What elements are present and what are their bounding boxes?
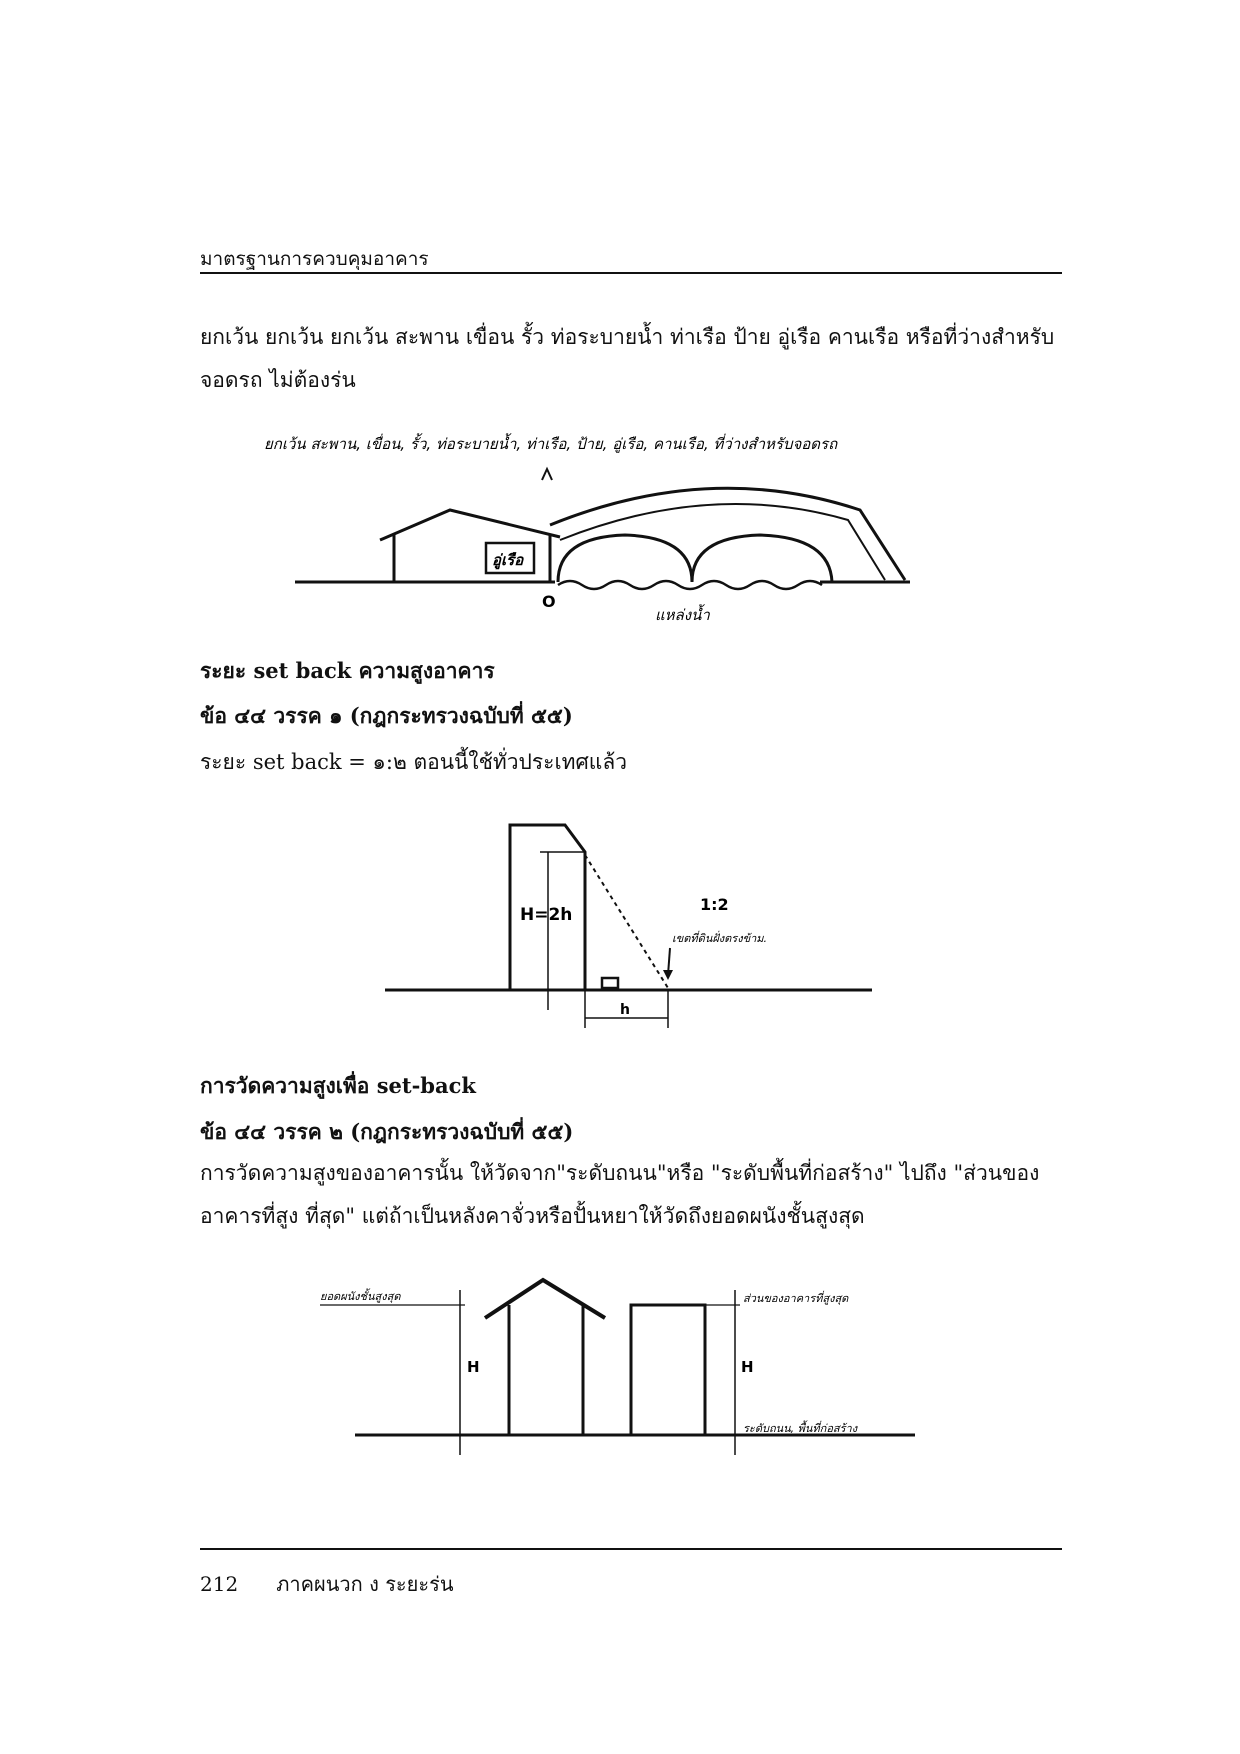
figure1-label-water: แหล่งน้ำ [655,606,710,624]
figure1-label-point: O [542,592,556,611]
running-header: มาตรฐานการควบคุมอาคาร [200,248,429,270]
figure2-car [602,978,618,988]
figure3-label-h-left: H [467,1358,480,1376]
figure3-label-wall-top: ยอดผนังชั้นสูงสุด [320,1290,401,1303]
figure1-house-roof [380,510,560,540]
figure3-gable-roof [485,1280,605,1318]
intro-paragraph [200,316,1080,402]
figure1-bridge-arch-right [692,535,832,582]
section1-text: ระยะ set back = ๑:๒ ตอนนี้ใช้ทั่วประเทศแล้ว [200,750,627,774]
figure-setback-ratio [380,810,880,1040]
section2-heading: การวัดความสูงเพื่อ set-back [200,1073,476,1098]
intro-line-1: ยกเว้น ยกเว้น ยกเว้น สะพาน เขื่อน รั้ว ท่อระบายน้ำ ท่าเรือ ป้าย อู่เรือ คานเรือ หรือที่ว่างสำหรับ [200,325,1055,349]
figure2-label-ratio: 1:2 [700,895,729,914]
figure-height-measurement [315,1250,955,1460]
figure2-arrow-head [663,970,673,980]
figure2-label-note: เขตที่ดินฝั่งตรงข้าม. [672,932,768,945]
section2-paragraph [200,1152,1080,1238]
section1-heading: ระยะ set back ความสูงอาคาร [200,658,495,683]
figure-exceptions [260,425,980,625]
section2-clause: ข้อ ๔๔ วรรค ๒ (กฎกระทรวงฉบับที่ ๕๕) [200,1119,574,1144]
section2-line-1: การวัดความสูงของอาคารนั้น ให้วัดจาก"ระดับถนน"หรือ "ระดับพื้นที่ก่อสร้าง" ไปถึง "ส่วนของ [200,1161,1040,1185]
footer-section: ภาคผนวก ง ระยะร่น [276,1572,454,1596]
figure2-setback-line [585,855,668,988]
figure2-label-height: H=2h [520,905,573,925]
figure1-bridge-arch-left [558,535,692,582]
figure1-caption: ยกเว้น สะพาน, เขื่อน, รั้ว, ท่อระบายน้ำ, ท่าเรือ, ป้าย, อู่เรือ, คานเรือ, ที่ว่างสำหรับจอดรถ [264,435,838,453]
intro-line-2: จอดรถ ไม่ต้องร่น [200,368,356,392]
page-footer [200,1568,492,1600]
figure1-label-dock: อู่เรือ [492,551,524,569]
figure3-label-h-right: H [741,1358,754,1376]
figure2-label-h: h [620,1002,630,1018]
figure3-flat-building [631,1305,705,1435]
figure1-bridge-deck-top [550,488,905,580]
section2-line-2: อาคารที่สูง ที่สุด" แต่ถ้าเป็นหลังคาจั่วหรือปั้นหยาให้วัดถึงยอดผนังชั้นสูงสุด [200,1204,865,1228]
page-number: 212 [200,1572,239,1596]
header-rule [200,272,1062,274]
footer-rule [200,1548,1062,1550]
section1-clause: ข้อ ๔๔ วรรค ๑ (กฎกระทรวงฉบับที่ ๕๕) [200,703,573,728]
figure1-water [558,581,822,589]
figure3-label-highest: ส่วนของอาคารที่สูงสุด [743,1292,849,1305]
figure1-bridge-lamp [542,469,552,480]
figure3-label-ground: ระดับถนน, พื้นที่ก่อสร้าง [743,1422,858,1435]
